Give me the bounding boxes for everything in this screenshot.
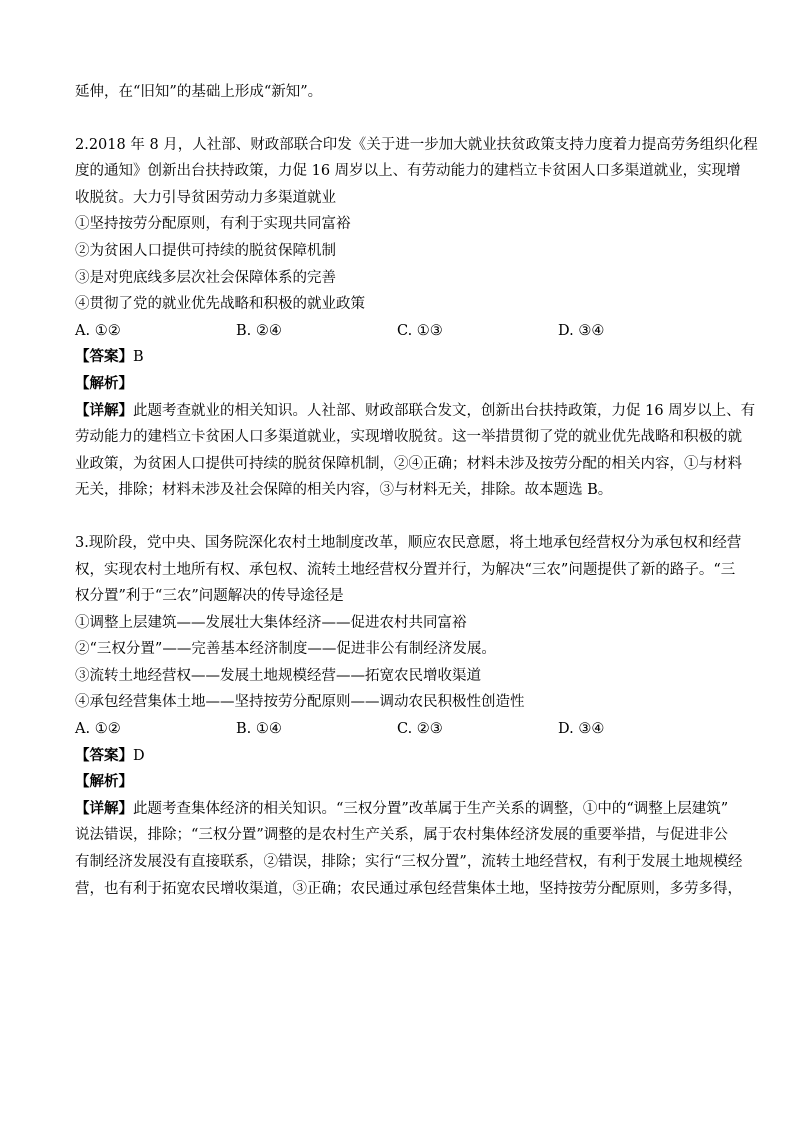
question-2-stem (75, 132, 758, 212)
question-2-stem-line: 收脱贫。大力引导贫困劳动力多渠道就业 (75, 189, 336, 206)
choice-c: C. ②③ (397, 721, 443, 738)
choice-a: A. ①② (75, 721, 121, 738)
question-2-option: ②为贫困人口提供可持续的脱贫保障机制 (75, 242, 336, 259)
question-2-option: ③是对兜底线多层次社会保障体系的完善 (75, 269, 336, 286)
question-2-detail-line (75, 398, 756, 425)
question-3-detail-line: 说法错误，排除；“三权分置”调整的是农村生产关系，属于农村集体经济发展的重要举措，与促进非公 (75, 827, 728, 844)
intro-line: 延伸，在“旧知”的基础上形成“新知”。 (75, 84, 323, 100)
question-3-choices (75, 716, 725, 743)
detail-tag: 【详解】 (75, 401, 133, 419)
detail-text: 此题考查就业的相关知识。人社部、财政部联合发文，创新出台扶持政策，力促 16 周岁以上、有 (133, 402, 756, 419)
question-3-stem (75, 530, 742, 610)
choice-c: C. ①③ (397, 322, 443, 339)
spacer (75, 106, 725, 132)
question-3-detail-line: 有制经济发展没有直接联系，②错误，排除；实行“三权分置”，流转土地经营权，有利于发展土地规模经 (75, 854, 743, 871)
question-2-analysis-tag: 【解析】 (75, 374, 133, 392)
question-3-stem-line: 权，实现农村土地所有权、承包权、流转土地经营权分置并行，为解决“三农”问题提供了新的路子。“三 (75, 561, 736, 578)
choice-d: D. ③④ (558, 322, 605, 339)
detail-text: 此题考查集体经济的相关知识。“三权分置”改革属于生产关系的调整，①中的“调整上层建筑” (133, 800, 729, 817)
question-2-choices (75, 318, 725, 345)
answer-tag: 【答案】 (75, 746, 133, 764)
question-2 (75, 132, 758, 504)
question-3-stem-line: 3.现阶段，党中央、国务院深化农村土地制度改革，顺应农民意愿，将土地承包经营权分为承包权和经营 (75, 534, 742, 551)
question-2-stem-line: 度的通知》创新出台扶持政策，力促 16 周岁以上、有劳动能力的建档立卡贫困人口多渠道就业，实现增 (75, 163, 741, 180)
choice-b: B. ②④ (236, 322, 282, 339)
question-3 (75, 530, 743, 902)
question-3-option: ②“三权分置”——完善基本经济制度——促进非公有制经济发展。 (75, 641, 496, 658)
question-2-detail (75, 398, 756, 504)
answer-tag: 【答案】 (75, 348, 133, 366)
question-2-detail-line: 业政策，为贫困人口提供可持续的脱贫保障机制，②④正确；材料未涉及按劳分配的相关内容，①与材料 (75, 455, 742, 472)
question-2-option: ④贯彻了党的就业优先战略和积极的就业政策 (75, 296, 365, 313)
choice-d: D. ③④ (558, 721, 605, 738)
question-2-detail-line: 无关，排除；材料未涉及社会保障的相关内容，③与材料无关，排除。故本题选 B。 (75, 482, 613, 499)
question-2-stem-line: 2.2018 年 8 月，人社部、财政部联合印发《关于进一步加大就业扶贫政策支持力度着力提高劳务组织化程 (75, 136, 758, 153)
question-3-option: ①调整上层建筑——发展壮大集体经济——促进农村共同富裕 (75, 614, 467, 631)
choice-a: A. ①② (75, 322, 121, 339)
answer-value: B (133, 349, 144, 366)
document-page (75, 79, 758, 902)
question-3-detail-line (75, 796, 729, 823)
question-3-detail (75, 796, 743, 902)
question-3-option: ③流转土地经营权——发展土地规模经营——拓宽农民增收渠道 (75, 667, 481, 684)
answer-value: D (133, 747, 145, 764)
question-3-answer (75, 743, 725, 770)
question-3-option: ④承包经营集体土地——坚持按劳分配原则——调动农民积极性创造性 (75, 694, 525, 711)
spacer (75, 504, 725, 530)
question-3-analysis-tag: 【解析】 (75, 773, 133, 791)
question-2-answer (75, 344, 725, 371)
detail-tag: 【详解】 (75, 799, 133, 817)
choice-b: B. ①④ (236, 721, 282, 738)
question-2-detail-line: 劳动能力的建档立卡贫困人口多渠道就业，实现增收脱贫。这一举措贯彻了党的就业优先战略和积极的就 (75, 429, 742, 446)
question-2-option: ①坚持按劳分配原则，有利于实现共同富裕 (75, 216, 351, 233)
question-3-stem-line: 权分置”利于“三农”问题解决的传导途径是 (75, 588, 344, 605)
question-3-detail-line: 营，也有利于拓宽农民增收渠道，③正确；农民通过承包经营集体土地，坚持按劳分配原则，多劳多得， (75, 880, 742, 897)
